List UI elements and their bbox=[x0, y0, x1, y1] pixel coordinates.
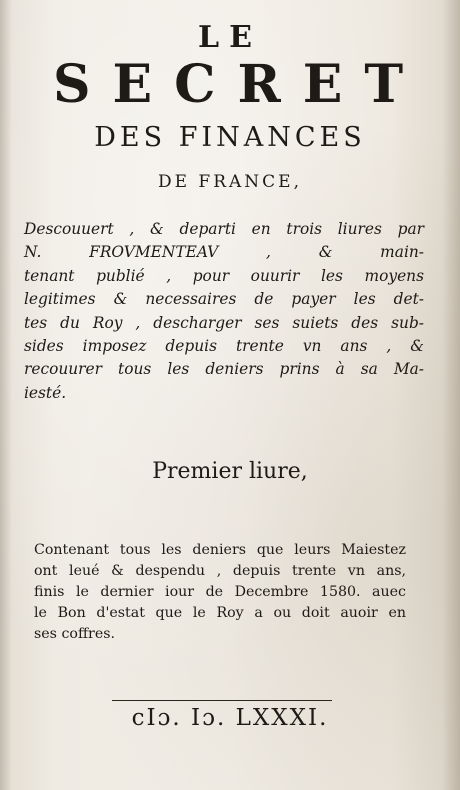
contenant-line: ont leué & despendu , depuis trente vn ans, bbox=[34, 563, 406, 579]
title-des-finances: DES FINANCES bbox=[94, 122, 366, 153]
contenant-line: Contenant tous les deniers que leurs Maiestez bbox=[34, 542, 406, 558]
page-shadow-right bbox=[442, 0, 460, 790]
title-secret: SECRET bbox=[52, 54, 426, 115]
description-line: tenant publié , pour ouurir les moyens bbox=[24, 266, 424, 285]
description-line: N. FROVMENTEAV , & main- bbox=[24, 243, 424, 262]
divider-rule bbox=[112, 700, 332, 701]
contenant-line: ses coffres. bbox=[34, 626, 116, 642]
description-line: sides imposez depuis trente vn ans , & bbox=[24, 337, 424, 356]
description-line: legitimes & necessaires de payer les det- bbox=[24, 290, 424, 309]
title-le: LE bbox=[198, 20, 262, 55]
contenant-paragraph bbox=[34, 540, 406, 645]
title-de-france: DE FRANCE, bbox=[157, 172, 302, 192]
description-paragraph bbox=[24, 218, 424, 405]
description-line: iesté. bbox=[24, 383, 67, 402]
description-line: recouurer tous les deniers prins à sa Ma- bbox=[24, 360, 424, 379]
contenant-line: le Bon d'estat que le Roy a ou doit auoir en bbox=[34, 605, 406, 621]
description-line: tes du Roy , descharger ses suiets des sub- bbox=[24, 313, 424, 332]
imprint-date: cIɔ. Iɔ. LXXXI. bbox=[131, 705, 329, 731]
page-shadow-left bbox=[0, 0, 12, 790]
contenant-line: finis le dernier iour de Decembre 1580. auec bbox=[34, 584, 406, 600]
premier-liure-heading: Premier liure, bbox=[152, 459, 308, 484]
description-line: Descouuert , & departi en trois liures par bbox=[24, 220, 424, 238]
